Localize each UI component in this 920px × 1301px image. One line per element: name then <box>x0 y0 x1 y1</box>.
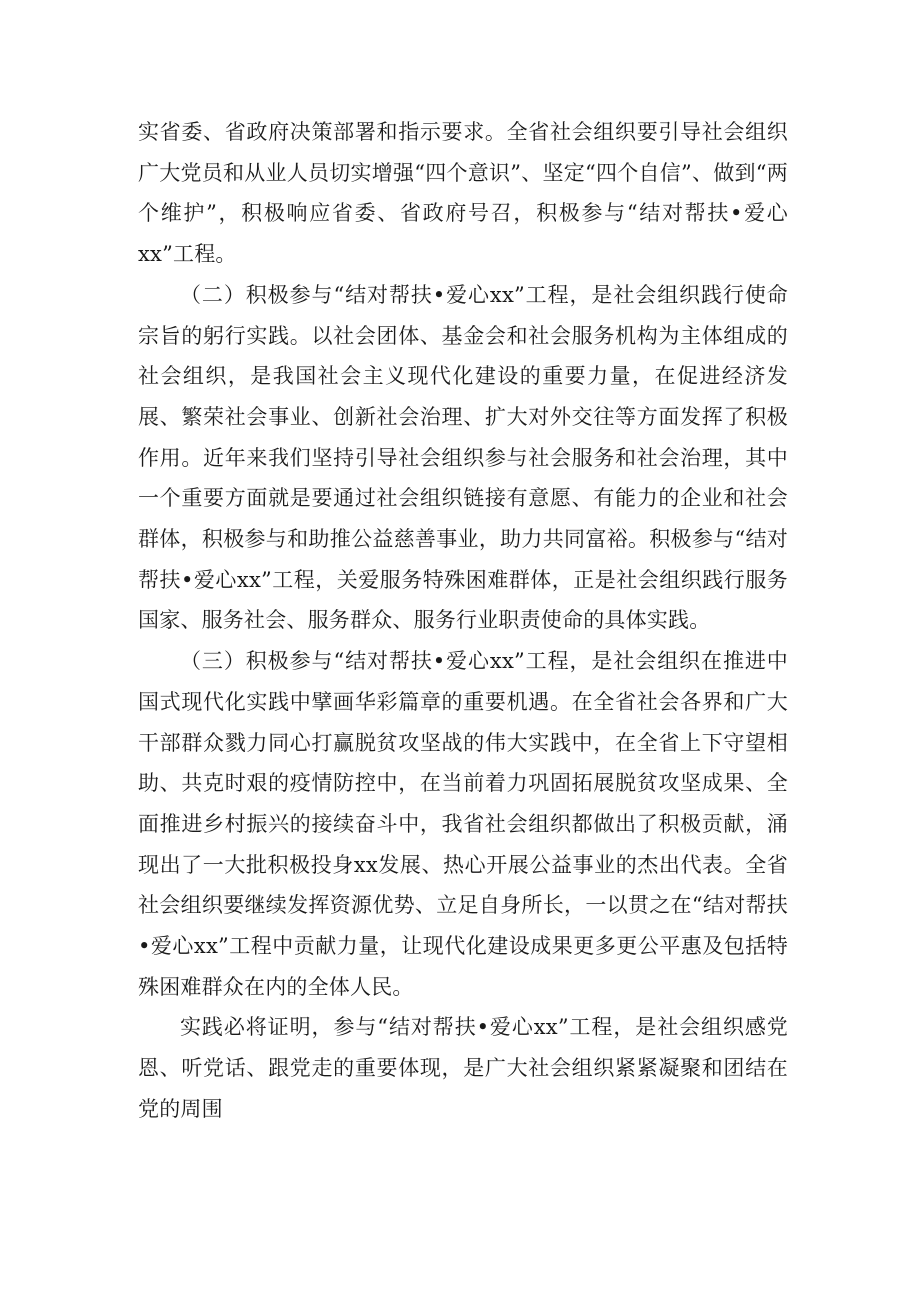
paragraph-section-three: （三）积极参与“结对帮扶•爱心xx”工程，是社会组织在推进中国式现代化实践中擘画华彩篇章的重要机遇。在全省社会各界和广大干部群众戮力同心打赢脱贫攻坚战的伟大实践中，在全省上下守望相助、共克时艰的疫情防控中，在当前着力巩固拓展脱贫攻坚成果、全面推进乡村振兴的接续奋斗中，我省社会组织都做出了积极贡献，涌现出了一大批积极投身xx发展、热心开展公益事业的杰出代表。全省社会组织要继续发挥资源优势、立足自身所长，一以贯之在“结对帮扶•爱心xx”工程中贡献力量，让现代化建设成果更多更公平惠及包括特殊困难群众在内的全体人民。 <box>138 649 788 999</box>
paragraph-continuation: 实省委、省政府决策部署和指示要求。全省社会组织要引导社会组织广大党员和从业人员切实增强“四个意识”、坚定“四个自信”、做到“两个维护”，积极响应省委、省政府号召，积极参与“结对帮扶•爱心xx”工程。 <box>138 120 788 267</box>
paragraph-conclusion: 实践必将证明，参与“结对帮扶•爱心xx”工程，是社会组织感党恩、听党话、跟党走的重要体现，是广大社会组织紧紧凝聚和团结在党的周围 <box>138 1015 788 1121</box>
paragraph-section-two: （二）积极参与“结对帮扶•爱心xx”工程，是社会组织践行使命宗旨的躬行实践。以社会团体、基金会和社会服务机构为主体组成的社会组织，是我国社会主义现代化建设的重要力量，在促进经济发展、繁荣社会事业、创新社会治理、扩大对外交往等方面发挥了积极作用。近年来我们坚持引导社会组织参与社会服务和社会治理，其中一个重要方面就是要通过社会组织链接有意愿、有能力的企业和社会群体，积极参与和助推公益慈善事业，助力共同富裕。积极参与“结对帮扶•爱心xx”工程，关爱服务特殊困难群体，正是社会组织践行服务国家、服务社会、服务群众、服务行业职责使命的具体实践。 <box>138 282 788 633</box>
document-body <box>138 112 788 1130</box>
